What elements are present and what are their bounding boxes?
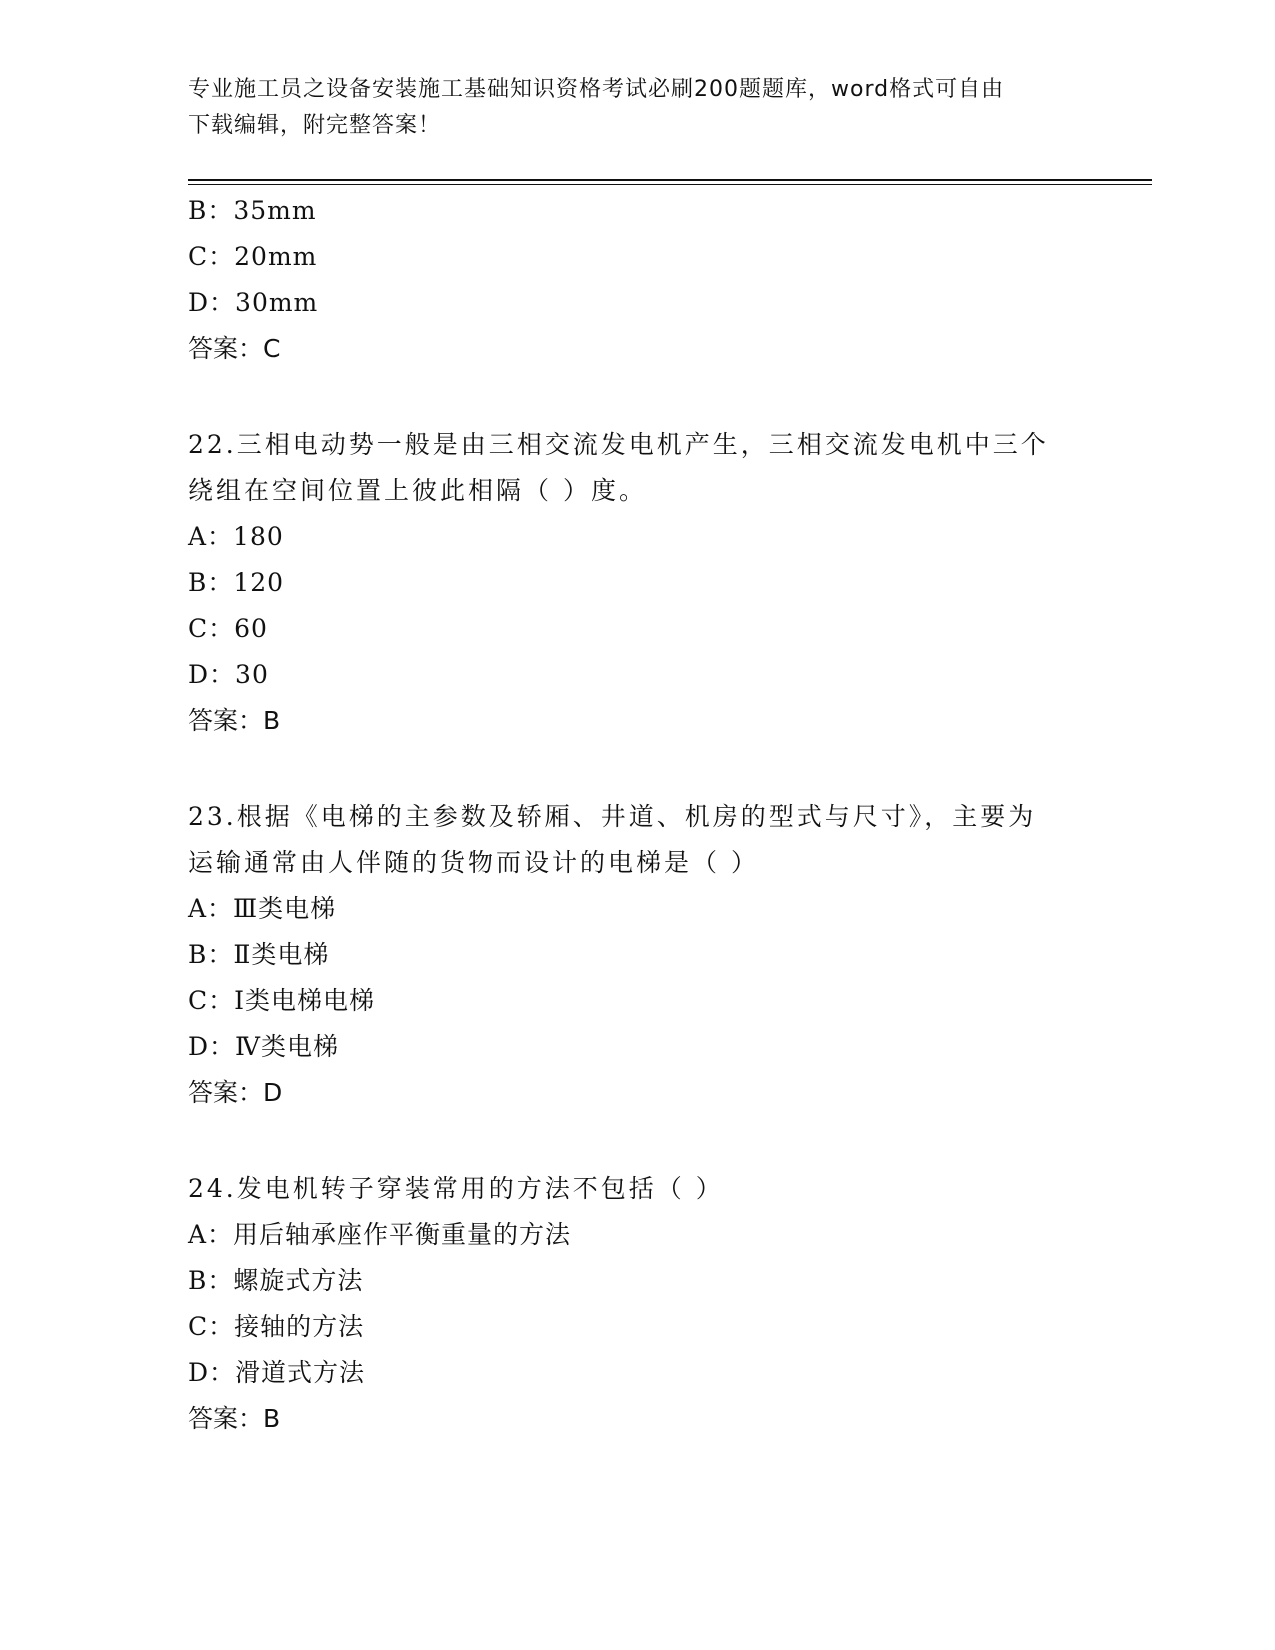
header-line-1: 专业施工员之设备安装施工基础知识资格考试必刷200题题库，word格式可自由 — [188, 77, 1005, 102]
answer-label: 答案：C — [188, 334, 281, 363]
option-b: B：螺旋式方法 — [188, 1266, 364, 1295]
header-line-2: 下载编辑，附完整答案！ — [188, 113, 442, 138]
option-d: D：30mm — [188, 288, 319, 317]
question-text — [188, 422, 1068, 514]
question-text-line-1: 22.三相电动势一般是由三相交流发电机产生，三相交流发电机中三个 — [188, 430, 1049, 459]
question-text-line-2: 运输通常由人伴随的货物而设计的电梯是（ ） — [188, 848, 759, 877]
question-22 — [188, 422, 1108, 744]
question-23 — [188, 794, 1108, 1116]
question-text — [188, 1166, 1068, 1212]
answer-label: 答案：B — [188, 706, 281, 735]
answer-label: 答案：D — [188, 1078, 283, 1107]
option-a: A：Ⅲ类电梯 — [188, 894, 337, 923]
option-a: A：180 — [188, 522, 284, 551]
question-24 — [188, 1166, 1108, 1442]
option-b: B：Ⅱ类电梯 — [188, 940, 330, 969]
question-text-line-2: 绕组在空间位置上彼此相隔（ ）度。 — [188, 476, 647, 505]
question-text-line-1: 23.根据《电梯的主参数及轿厢、井道、机房的型式与尺寸》，主要为 — [188, 802, 1037, 831]
option-d: D：滑道式方法 — [188, 1358, 366, 1387]
answer-label: 答案：B — [188, 1404, 281, 1433]
option-d: D：Ⅳ类电梯 — [188, 1032, 340, 1061]
option-b: B：35mm — [188, 196, 317, 225]
question-list — [188, 188, 1108, 1442]
option-d: D：30 — [188, 660, 269, 689]
header-divider-thick — [188, 179, 1152, 181]
option-b: B：120 — [188, 568, 285, 597]
document-header — [188, 72, 1088, 144]
option-c: C：Ⅰ类电梯电梯 — [188, 986, 376, 1015]
header-divider-thin — [188, 184, 1152, 185]
question-text — [188, 794, 1068, 886]
question-21-tail — [188, 188, 1108, 372]
option-c: C：60 — [188, 614, 268, 643]
option-c: C：接轴的方法 — [188, 1312, 365, 1341]
option-c: C：20mm — [188, 242, 318, 271]
option-a: A：用后轴承座作平衡重量的方法 — [188, 1220, 572, 1249]
question-text-line-1: 24.发电机转子穿装常用的方法不包括（ ） — [188, 1174, 724, 1203]
